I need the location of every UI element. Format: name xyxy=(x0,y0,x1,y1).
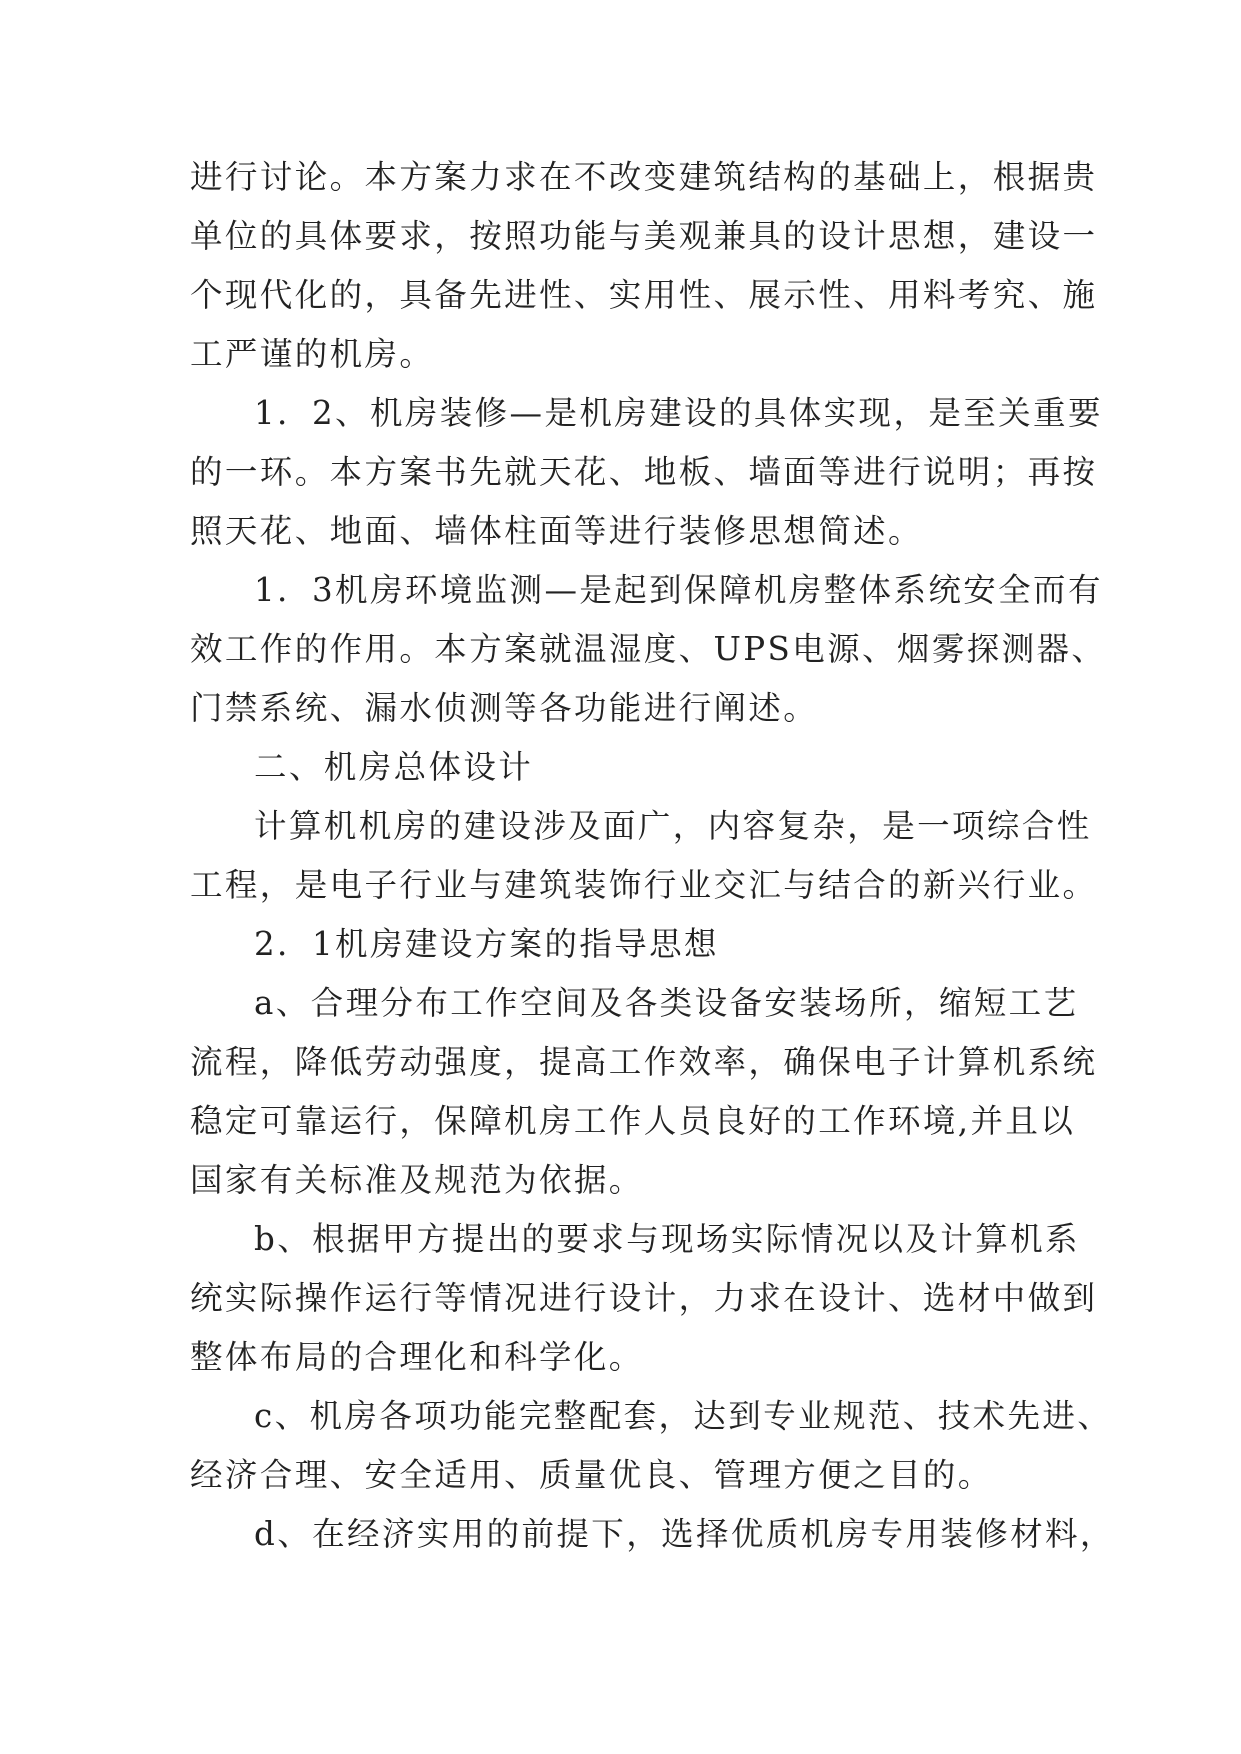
body-text-line: 整体布局的合理化和科学化。 xyxy=(190,1338,644,1376)
body-text-line: d、在经济实用的前提下，选择优质机房专用装修材料， xyxy=(254,1515,1115,1553)
body-text-line: 1．3机房环境监测—是起到保障机房整体系统安全而有 xyxy=(254,571,1103,609)
section-heading: 二、机房总体设计 xyxy=(254,748,534,786)
body-text-line: 稳定可靠运行，保障机房工作人员良好的工作环境,并且以 xyxy=(190,1102,1076,1140)
body-text-line: 效工作的作用。本方案就温湿度、UPS电源、烟雾探测器、 xyxy=(190,630,1107,668)
body-text-line: 门禁系统、漏水侦测等各功能进行阐述。 xyxy=(190,689,819,727)
subsection-heading: 2．1机房建设方案的指导思想 xyxy=(254,925,719,963)
body-text-line: 国家有关标准及规范为依据。 xyxy=(190,1161,644,1199)
body-text-line: 1．2、机房装修—是机房建设的具体实现，是至关重要 xyxy=(254,394,1103,432)
body-text-line: 的一环。本方案书先就天花、地板、墙面等进行说明；再按 xyxy=(190,453,1098,491)
body-text-line: 工严谨的机房。 xyxy=(190,335,435,373)
body-text-line: 统实际操作运行等情况进行设计，力求在设计、选材中做到 xyxy=(190,1279,1098,1317)
body-text-line: c、机房各项功能完整配套，达到专业规范、技术先进、 xyxy=(254,1397,1113,1435)
body-text-line: a、合理分布工作空间及各类设备安装场所，缩短工艺 xyxy=(254,984,1079,1022)
body-text-line: 经济合理、安全适用、质量优良、管理方便之目的。 xyxy=(190,1456,993,1494)
body-text-line: 个现代化的，具备先进性、实用性、展示性、用料考究、施 xyxy=(190,276,1098,314)
body-text-line: 进行讨论。本方案力求在不改变建筑结构的基础上，根据贵 xyxy=(190,158,1098,196)
body-text-line: 单位的具体要求，按照功能与美观兼具的设计思想，建设一 xyxy=(190,217,1098,255)
body-text-line: 照天花、地面、墙体柱面等进行装修思想简述。 xyxy=(190,512,923,550)
body-text-line: 计算机机房的建设涉及面广，内容复杂，是一项综合性 xyxy=(254,807,1092,845)
body-text-line: 流程，降低劳动强度，提高工作效率，确保电子计算机系统 xyxy=(190,1043,1098,1081)
body-text-line: 工程，是电子行业与建筑装饰行业交汇与结合的新兴行业。 xyxy=(190,866,1098,904)
body-text-line: b、根据甲方提出的要求与现场实际情况以及计算机系 xyxy=(254,1220,1080,1258)
